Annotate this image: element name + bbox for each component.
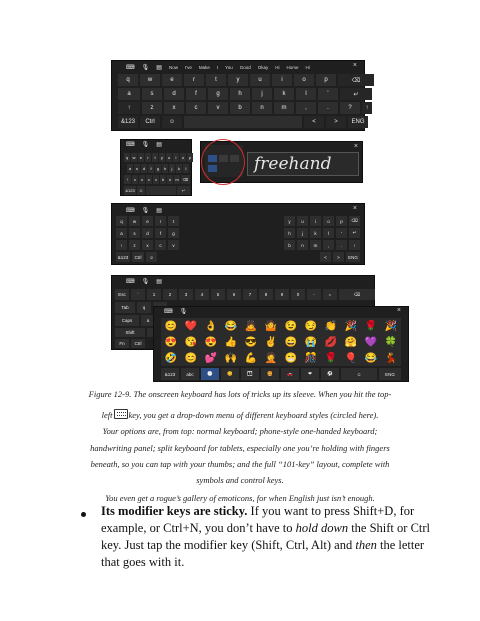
key[interactable]: b	[230, 102, 250, 114]
emoji-key[interactable]: 😘	[181, 334, 201, 350]
emoji-key[interactable]: 😍	[201, 334, 221, 350]
key[interactable]: 🍔	[261, 368, 279, 380]
suggestion-bar	[112, 61, 364, 73]
key[interactable]: -	[307, 289, 321, 300]
key[interactable]: s	[129, 228, 140, 238]
emoji-key[interactable]: 🙇	[241, 318, 261, 334]
key[interactable]: ENG	[379, 368, 401, 380]
key[interactable]: Ctrl	[131, 339, 145, 348]
key[interactable]: u	[250, 74, 270, 86]
key[interactable]: q	[116, 216, 127, 226]
key[interactable]: Fn	[115, 339, 129, 348]
paragraph-line	[101, 504, 414, 519]
key[interactable]: d	[142, 166, 146, 171]
paragraph-line	[101, 521, 430, 536]
key[interactable]: ↑	[116, 240, 127, 250]
paragraph-line: that goes with it.	[101, 555, 185, 569]
key[interactable]: 0	[291, 289, 305, 300]
key[interactable]: o	[294, 74, 314, 86]
key[interactable]: b	[284, 240, 295, 250]
key[interactable]: z	[142, 102, 162, 114]
normal-keyboard	[111, 60, 369, 131]
clipboard-icon[interactable]: ▤	[156, 142, 162, 148]
key[interactable]: h	[163, 166, 167, 171]
key[interactable]: `	[131, 289, 145, 300]
key[interactable]: >	[326, 116, 346, 128]
key[interactable]: ↑	[124, 175, 131, 184]
key[interactable]: ⚽	[321, 368, 339, 380]
emoji-key[interactable]: 🎈	[341, 350, 361, 366]
microphone-icon[interactable]: 🎙	[141, 142, 150, 148]
microphone-icon[interactable]: 🎙	[141, 207, 150, 214]
emoji-key[interactable]: 😄	[281, 334, 301, 350]
caption-line: Your options are, from top: normal keyboard; phone-style one-handed keyboard;	[102, 426, 378, 436]
emoji-key[interactable]: 😉	[281, 318, 301, 334]
caption-text: left	[101, 410, 113, 420]
bullet-dot	[81, 512, 86, 517]
key[interactable]: &123	[118, 116, 138, 128]
key[interactable]: Shift	[115, 328, 145, 337]
key[interactable]: x	[141, 177, 143, 182]
key[interactable]: r	[155, 216, 166, 226]
key[interactable]: ?	[340, 102, 360, 114]
emoji-key[interactable]: 😎	[241, 334, 261, 350]
key[interactable]: x	[142, 240, 153, 250]
split-keyboard	[111, 203, 365, 265]
key[interactable]: 🚗	[281, 368, 299, 380]
key[interactable]: t	[168, 216, 179, 226]
key[interactable]: c	[148, 177, 150, 182]
key[interactable]: k	[178, 166, 180, 171]
key[interactable]: l	[296, 88, 316, 100]
key[interactable]: u	[167, 155, 171, 160]
key[interactable]: &123	[116, 252, 130, 262]
key[interactable]: e	[142, 216, 153, 226]
emoji-key[interactable]: 💪	[241, 350, 261, 366]
key[interactable]: ⌫	[349, 216, 360, 226]
key[interactable]: k	[274, 88, 294, 100]
emoji-key[interactable]: 💜	[361, 334, 381, 350]
key[interactable]: o	[181, 155, 185, 160]
key[interactable]: y	[228, 74, 248, 86]
key[interactable]: t	[152, 153, 158, 162]
emoji-key[interactable]: 😊	[161, 318, 181, 334]
emoji-key[interactable]: 👏	[321, 318, 341, 334]
key[interactable]: ENG	[348, 116, 368, 128]
key[interactable]: v	[168, 240, 179, 250]
key[interactable]: j	[252, 88, 272, 100]
suggestion-word[interactable]: I've	[184, 64, 192, 70]
key[interactable]: f	[148, 164, 154, 173]
emoji-key[interactable]: 🤦	[261, 350, 281, 366]
clipboard-icon[interactable]: ▤	[156, 64, 162, 71]
key[interactable]: m	[175, 177, 179, 182]
key[interactable]: k	[310, 228, 321, 238]
emoji-key[interactable]: ✌️	[261, 334, 281, 350]
key[interactable]: a	[116, 228, 127, 238]
keyboard-settings-icon[interactable]: ⌨	[164, 309, 173, 315]
key[interactable]: ↵	[340, 88, 372, 100]
key[interactable]: z	[134, 177, 136, 182]
microphone-icon[interactable]: 🎙	[141, 278, 150, 285]
paragraph-text: the Shift or Ctrl	[348, 521, 431, 535]
key[interactable]: i	[173, 153, 179, 162]
key[interactable]: y	[284, 216, 295, 226]
split-toolbar	[112, 204, 364, 216]
key[interactable]: 5	[211, 289, 225, 300]
suggestion-word[interactable]: Okay	[257, 64, 269, 70]
key[interactable]: w	[132, 155, 136, 160]
key[interactable]: ENG	[346, 252, 360, 262]
key[interactable]: w	[140, 74, 160, 86]
keyboard-settings-icon[interactable]: ⌨	[126, 64, 135, 71]
key[interactable]: d	[164, 88, 184, 100]
key[interactable]: h	[284, 228, 295, 238]
key[interactable]: g	[156, 166, 160, 171]
key[interactable]: a	[128, 166, 132, 171]
key[interactable]: l	[323, 228, 334, 238]
key[interactable]: 9	[275, 289, 289, 300]
key[interactable]: &123	[161, 368, 179, 380]
close-icon[interactable]: ×	[352, 62, 357, 69]
paragraph-text: example, or Ctrl+N, you don’t have to	[101, 521, 296, 535]
key[interactable]: ↵	[349, 228, 360, 238]
emoji-key[interactable]: 💕	[201, 350, 221, 366]
highlight-circle	[201, 139, 245, 185]
handwritten-text: freehand	[254, 154, 332, 174]
key[interactable]: ↑	[362, 102, 372, 114]
key[interactable]: .	[336, 240, 347, 250]
key[interactable]: a	[141, 315, 155, 326]
caption-text: key, you get a drop-down menu of different keyboard styles (circled here).	[128, 410, 379, 420]
keyboard-settings-icon[interactable]: ⌨	[126, 207, 135, 214]
caption-line	[40, 409, 440, 420]
close-icon[interactable]: ×	[353, 143, 358, 150]
key[interactable]: x	[164, 102, 184, 114]
paragraph-emphasis: then	[355, 538, 377, 552]
key[interactable]: p	[316, 74, 336, 86]
key[interactable]: 6	[227, 289, 241, 300]
caption-line: handwriting panel; split keyboard for tablets, especially one you’re holding with fingers	[90, 443, 390, 453]
emoji-key[interactable]: 🎉	[381, 318, 401, 334]
key[interactable]: q	[118, 74, 138, 86]
key[interactable]: d	[142, 228, 153, 238]
key[interactable]: ☺	[162, 116, 182, 128]
suggestion-word[interactable]: Home	[286, 64, 299, 70]
emoji-key[interactable]: 😏	[301, 318, 321, 334]
one-handed-keyboard	[120, 139, 192, 196]
key[interactable]: .	[318, 102, 338, 114]
key[interactable]: v	[208, 102, 228, 114]
key[interactable]: &123	[125, 188, 135, 193]
key[interactable]: n	[168, 177, 172, 182]
suggestion-word[interactable]: Make	[198, 64, 210, 70]
close-icon[interactable]: ×	[352, 205, 357, 212]
key[interactable]: 3	[179, 289, 193, 300]
key[interactable]: 7	[243, 289, 257, 300]
key[interactable]	[184, 116, 302, 128]
key[interactable]: ↑	[349, 240, 360, 250]
emoji-key[interactable]: 🙌	[221, 350, 241, 366]
key[interactable]: s	[136, 166, 138, 171]
emoji-key[interactable]: 😍	[161, 334, 181, 350]
emoji-keyboard	[153, 306, 409, 382]
emoji-key[interactable]: ❤️	[181, 318, 201, 334]
caption-line: Figure 12-9. The onscreen keyboard has lots of tricks up its sleeve. When you hit the top-	[88, 389, 392, 399]
key[interactable]: 8	[259, 289, 273, 300]
key[interactable]: >	[333, 252, 344, 262]
caption-line: symbols and control keys.	[196, 475, 284, 485]
key[interactable]: c	[186, 102, 206, 114]
key[interactable]: r	[145, 153, 151, 162]
emoji-key[interactable]: 🤷	[261, 318, 281, 334]
emoji-key[interactable]: 👍	[221, 334, 241, 350]
key[interactable]: r	[184, 74, 204, 86]
keyboard-settings-icon	[114, 409, 128, 419]
key[interactable]: ⌫	[182, 177, 189, 182]
suggestion-word[interactable]: Hi	[275, 64, 280, 70]
key[interactable]: <	[304, 116, 324, 128]
emoji-key[interactable]: 👌	[201, 318, 221, 334]
key[interactable]: =	[323, 289, 337, 300]
key[interactable]: f	[155, 228, 166, 238]
key[interactable]: n	[252, 102, 272, 114]
microphone-icon[interactable]: 🎙	[141, 64, 150, 71]
key[interactable]: t	[206, 74, 226, 86]
key[interactable]	[146, 186, 176, 195]
key[interactable]: ↵	[177, 186, 190, 195]
key[interactable]: q	[137, 302, 151, 313]
key[interactable]: p	[188, 155, 192, 160]
full-toolbar	[112, 276, 374, 286]
suggestion-word[interactable]: Now	[168, 64, 178, 70]
key[interactable]: ↑	[118, 102, 140, 114]
key[interactable]: p	[336, 216, 347, 226]
emoji-key[interactable]: 🎉	[341, 318, 361, 334]
key[interactable]: 🕒	[201, 368, 219, 380]
emoji-toolbar	[154, 307, 408, 316]
small-toolbar	[121, 140, 191, 149]
key[interactable]: Caps	[115, 315, 139, 326]
suggestion-word[interactable]: Good	[239, 64, 251, 70]
paragraph-text: key. Just tap the modifier key (Shift, Ctrl, Alt) and	[101, 538, 356, 552]
emoji-key[interactable]: 😭	[301, 334, 321, 350]
key[interactable]: g	[168, 228, 179, 238]
key[interactable]: '	[336, 228, 347, 238]
key[interactable]: 1	[147, 289, 161, 300]
emoji-key[interactable]: 😂	[221, 318, 241, 334]
paragraph-emphasis: hold down	[295, 521, 349, 535]
key[interactable]: 4	[195, 289, 209, 300]
emoji-key[interactable]: 💋	[321, 334, 341, 350]
emoji-key[interactable]: 😂	[361, 350, 381, 366]
key[interactable]: c	[155, 240, 166, 250]
key[interactable]: e	[139, 155, 143, 160]
key[interactable]: b	[161, 177, 165, 182]
key[interactable]: i	[310, 216, 321, 226]
clipboard-icon[interactable]: ▤	[156, 278, 162, 285]
key[interactable]: Esc	[115, 289, 129, 300]
key[interactable]: y	[161, 155, 163, 160]
paragraph-text: If you want to press Shift+D, for	[247, 504, 415, 518]
key[interactable]: h	[230, 88, 250, 100]
emoji-key[interactable]: 🍀	[381, 334, 401, 350]
key[interactable]: z	[129, 240, 140, 250]
emoji-key[interactable]: 🎊	[301, 350, 321, 366]
key[interactable]: i	[272, 74, 292, 86]
microphone-icon[interactable]: 🎙	[179, 309, 188, 315]
key[interactable]: <	[320, 252, 331, 262]
key[interactable]: 😊	[221, 368, 239, 380]
key[interactable]: ☺	[341, 368, 377, 380]
key[interactable]: Ctrl	[132, 252, 144, 262]
key[interactable]: ⌫	[339, 289, 375, 300]
key[interactable]: s	[142, 88, 162, 100]
keyboard-settings-icon[interactable]: ⌨	[126, 278, 135, 285]
close-icon[interactable]: ×	[396, 307, 401, 314]
emoji-key[interactable]: 🌹	[361, 318, 381, 334]
key[interactable]: f	[186, 88, 206, 100]
emoji-key[interactable]: 🤗	[341, 334, 361, 350]
bullet-lead: Its modifier keys are sticky.	[101, 504, 248, 518]
key[interactable]: 2	[163, 289, 177, 300]
key[interactable]: ☺	[138, 188, 144, 193]
key[interactable]: q	[125, 155, 129, 160]
key[interactable]: ❤	[301, 368, 319, 380]
emoji-key[interactable]: 🌹	[321, 350, 341, 366]
clipboard-icon[interactable]: ▤	[156, 207, 162, 214]
emoji-key[interactable]: 😊	[181, 350, 201, 366]
key[interactable]: m	[310, 240, 321, 250]
key[interactable]: j	[297, 228, 308, 238]
suggestion-word[interactable]: You	[225, 64, 233, 70]
key[interactable]: w	[129, 216, 140, 226]
key[interactable]: Ctrl	[140, 116, 160, 128]
key[interactable]: ⌫	[338, 74, 374, 86]
keyboard-settings-icon[interactable]: ⌨	[126, 142, 135, 148]
key[interactable]: j	[169, 164, 175, 173]
key[interactable]: e	[162, 74, 182, 86]
key[interactable]: abc	[181, 368, 199, 380]
key[interactable]: u	[297, 216, 308, 226]
key[interactable]: 👪	[241, 368, 259, 380]
key[interactable]: a	[118, 88, 140, 100]
caption-line: beneath, so you can tap with your thumbs; and the full “101-key” layout, complete with	[90, 459, 390, 469]
key[interactable]: '	[318, 88, 338, 100]
key[interactable]: ,	[323, 240, 334, 250]
handwriting-area[interactable]	[247, 152, 359, 176]
key[interactable]: g	[208, 88, 228, 100]
key[interactable]: m	[274, 102, 294, 114]
suggestion-word[interactable]: Hi	[305, 64, 310, 70]
suggestion-word[interactable]: I	[216, 64, 219, 70]
key[interactable]: ,	[296, 102, 316, 114]
key[interactable]: n	[297, 240, 308, 250]
emoji-key[interactable]: 😁	[281, 350, 301, 366]
emoji-key[interactable]: 💃	[381, 350, 401, 366]
emoji-key[interactable]: 🤣	[161, 350, 181, 366]
key[interactable]: v	[155, 177, 157, 182]
key[interactable]: o	[323, 216, 334, 226]
paragraph-line	[101, 538, 424, 553]
key[interactable]: Tab	[115, 302, 135, 313]
paragraph-text: the letter	[376, 538, 425, 552]
key[interactable]: ☺	[146, 252, 157, 262]
key[interactable]: l	[183, 164, 189, 173]
caption-line: You even get a rogue’s gallery of emoticons, for when English just isn’t enough.	[105, 493, 375, 503]
